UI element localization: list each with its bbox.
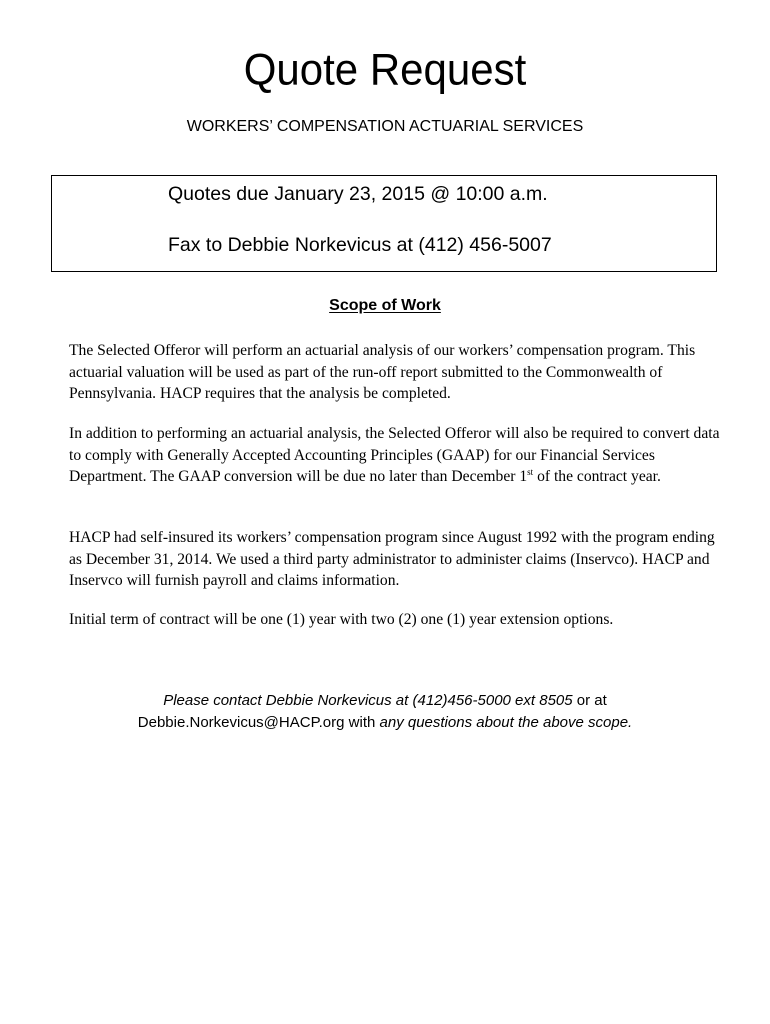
fax-instructions: Fax to Debbie Norkevicus at (412) 456-5007 — [168, 234, 552, 256]
scope-of-work-heading: Scope of Work — [329, 297, 441, 314]
scope-paragraph-2-end: of the contract year. — [533, 468, 661, 485]
scope-paragraph-4: Initial term of contract will be one (1) year with two (2) one (1) year extension options. — [69, 611, 614, 628]
scope-paragraph-3: HACP had self-insured its workers’ compensation program since August 1992 with the program ending as December 31, 2014. We used a third party administrator to administer claims (Inservco). HACP and Inservco will furnish payroll and claims information. — [69, 529, 715, 589]
quote-due-date: Quotes due January 23, 2015 @ 10:00 a.m. — [168, 183, 548, 205]
scope-paragraph-2 — [69, 423, 721, 488]
contact-or-text: or at — [572, 692, 607, 709]
scope-paragraph-1: The Selected Offeror will perform an actuarial analysis of our workers’ compensation program. This actuarial valuation will be used as part of the run-off report submitted to the Commonwealth of Pennsylvania. HACP requires that the analysis be completed. — [69, 342, 696, 402]
document-title: Quote Request — [243, 44, 527, 95]
scope-paragraph-2-text: In addition to performing an actuarial analysis, the Selected Offeror will also be required to convert data to comply with Generally Accepted Accounting Principles (GAAP) for our Financial Services Department. The GAAP conversion will be due no later than December 1 — [69, 425, 720, 485]
quote-due-box — [51, 175, 717, 272]
document-subtitle: WORKERS’ COMPENSATION ACTUARIAL SERVICES — [186, 118, 584, 135]
contact-with-text: with — [344, 714, 380, 731]
contact-note — [0, 690, 770, 734]
contact-email-link[interactable]: Debbie.Norkevicus@HACP.org — [137, 714, 345, 731]
ordinal-suffix: st — [527, 466, 534, 477]
contact-closing-text: any questions about the above scope. — [379, 714, 633, 731]
contact-phone-text: Please contact Debbie Norkevicus at (412)456-5000 ext 8505 — [163, 692, 573, 709]
